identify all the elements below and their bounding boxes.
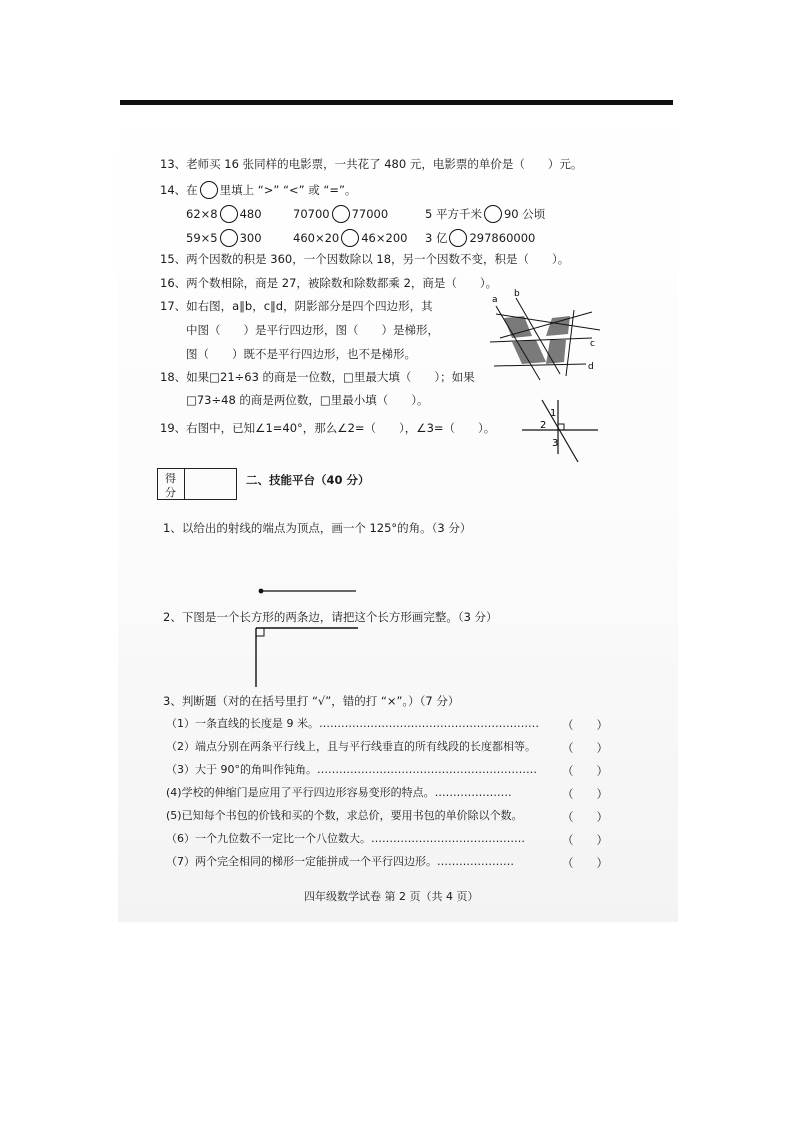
answer-parens[interactable]: （ ） [562, 718, 608, 732]
comparison-circle[interactable] [220, 205, 238, 223]
compare-item: 5 平方千米 90 公顷 [425, 207, 546, 221]
answer-parens[interactable]: （ ） [562, 810, 608, 824]
judgement-item: （6）一个九位数不一定比一个八位数大。…………………………………… [166, 832, 525, 845]
section-2-title: 二、技能平台（40 分） [246, 473, 370, 487]
question-16: 16、两个数相除，商是 27，被除数和除数都乘 2，商是（ ）。 [160, 276, 498, 290]
label-c: c [590, 339, 595, 349]
answer-parens[interactable]: （ ） [562, 833, 608, 847]
question-14 [160, 181, 356, 199]
question-17-line-3: 图（ ）既不是平行四边形，也不是梯形。 [186, 347, 416, 361]
score-box-divider [184, 469, 185, 499]
answer-parens[interactable]: （ ） [562, 787, 608, 801]
comparison-circle[interactable] [220, 229, 238, 247]
score-box [157, 468, 237, 500]
comparison-circle[interactable] [341, 229, 359, 247]
judgement-item: (5)已知每个书包的价钱和买的个数，求总价，要用书包的单价除以个数。 [166, 809, 523, 822]
comparison-circle[interactable] [484, 205, 502, 223]
comparison-circle[interactable] [449, 229, 467, 247]
shape-3 [512, 340, 546, 364]
comparison-circle [200, 181, 218, 199]
judgement-item: (4)学校的伸缩门是应用了平行四边形容易变形的特点。………………… [166, 786, 512, 799]
angle-label-2: 2 [540, 420, 547, 431]
question-14-prompt-a: 14、在 [160, 183, 198, 197]
score-label-top: 得 [165, 472, 176, 485]
compare-item: 62×8 480 [186, 207, 262, 221]
angle-figure [520, 396, 600, 466]
judgement-item: （7）两个完全相同的梯形一定能拼成一个平行四边形。………………… [166, 855, 514, 868]
compare-item: 460×20 46×200 [293, 231, 408, 245]
label-d: d [588, 362, 594, 372]
compare-item: 59×5 300 [186, 231, 262, 245]
rectangle-two-sides [252, 625, 362, 689]
answer-parens[interactable]: （ ） [562, 741, 608, 755]
skill-question-3-title: 3、判断题（对的在括号里打 “√”，错的打 “×”。）（7 分） [163, 694, 460, 708]
question-18-line-1: 18、如果□21÷63 的商是一位数，□里最大填（ ）；如果 [160, 370, 475, 384]
judgement-item: （2）端点分别在两条平行线上，且与平行线垂直的所有线段的长度都相等。 [166, 740, 536, 753]
shape-4 [546, 340, 566, 364]
compare-item: 3 亿 297860000 [425, 231, 536, 245]
judgement-item: （3）大于 90°的角叫作钝角。…………………………………………………… [166, 763, 537, 776]
answer-parens[interactable]: （ ） [562, 856, 608, 870]
question-15: 15、两个因数的积是 360，一个因数除以 18，另一个因数不变，积是（ ）。 [160, 252, 570, 266]
line-d [494, 364, 586, 366]
question-18-line-2: □73÷48 的商是两位数，□里最小填（ ）。 [186, 393, 429, 407]
angle-label-1: 1 [550, 408, 557, 419]
label-b: b [514, 289, 520, 299]
judgement-item: （1）一条直线的长度是 9 米。…………………………………………………… [166, 717, 539, 730]
comparison-circle[interactable] [332, 205, 350, 223]
compare-item: 70700 77000 [293, 207, 389, 221]
answer-parens[interactable]: （ ） [562, 764, 608, 778]
score-label-bottom: 分 [165, 486, 176, 499]
page-footer: 四年级数学试卷 第 2 页（共 4 页） [304, 890, 479, 903]
question-14-prompt-b: 里填上 “>” “<” 或 “=”。 [219, 183, 357, 197]
question-13: 13、老师买 16 张同样的电影票，一共花了 480 元，电影票的单价是（ ）元。 [160, 157, 583, 171]
label-a: a [492, 295, 498, 305]
skill-question-2: 2、下图是一个长方形的两条边，请把这个长方形画完整。（3 分） [163, 610, 498, 624]
slant-line [542, 400, 578, 462]
parallel-lines-figure [486, 290, 606, 380]
question-17-line-1: 17、如右图，a∥b，c∥d，阴影部分是四个四边形，其 [160, 299, 433, 313]
right-angle-mark [256, 628, 264, 636]
given-ray [256, 586, 360, 596]
skill-question-1: 1、以给出的射线的端点为顶点，画一个 125°的角。（3 分） [163, 521, 472, 535]
top-rule [120, 100, 673, 105]
question-17-line-2: 中图（ ）是平行四边形，图（ ）是梯形， [186, 323, 439, 337]
angle-label-3: 3 [552, 438, 559, 449]
question-19: 19、右图中，已知∠1=40°，那么∠2=（ ），∠3=（ ）。 [160, 421, 496, 435]
